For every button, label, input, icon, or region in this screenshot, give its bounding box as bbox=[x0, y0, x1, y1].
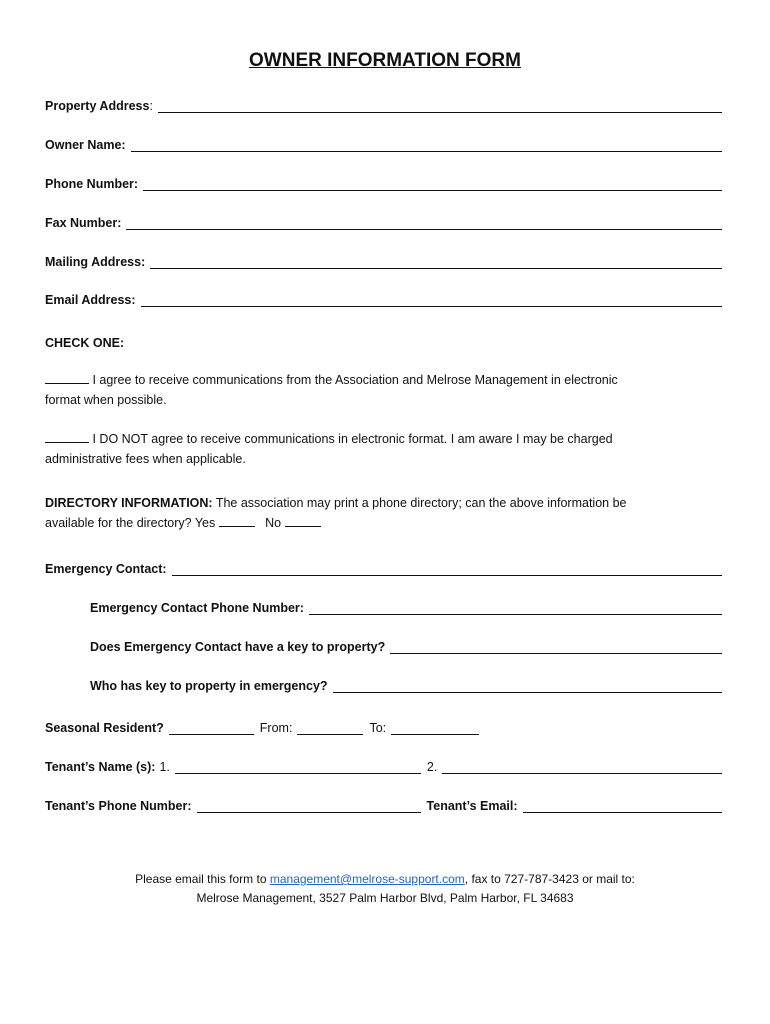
electronic-consent-text-2: format when possible. bbox=[45, 393, 167, 407]
fax-number-label: Fax Number: bbox=[45, 216, 122, 230]
emergency-phone-row bbox=[90, 597, 722, 615]
no-electronic-consent-text-2: administrative fees when applicable. bbox=[45, 452, 246, 466]
seasonal-to-field[interactable] bbox=[391, 722, 479, 735]
owner-name-row bbox=[45, 134, 722, 152]
emergency-key-row bbox=[90, 636, 722, 654]
footer-instructions bbox=[0, 870, 770, 908]
phone-number-label: Phone Number: bbox=[45, 177, 139, 191]
check-one-row bbox=[45, 332, 722, 350]
check-one-heading: CHECK ONE: bbox=[45, 336, 125, 350]
tenant-one-field[interactable] bbox=[175, 761, 421, 774]
phone-number-row bbox=[45, 173, 722, 191]
emergency-contact-label: Emergency Contact: bbox=[45, 562, 167, 576]
seasonal-to-label: To: bbox=[369, 721, 387, 735]
mailing-address-field[interactable] bbox=[150, 256, 722, 269]
emergency-key-field[interactable] bbox=[390, 641, 722, 654]
directory-yes-field[interactable] bbox=[219, 514, 255, 527]
email-address-row bbox=[45, 289, 722, 307]
key-holder-field[interactable] bbox=[333, 680, 722, 693]
directory-no-label: No bbox=[265, 516, 282, 530]
seasonal-field[interactable] bbox=[169, 722, 254, 735]
owner-name-field[interactable] bbox=[131, 139, 722, 152]
tenant-one-label: 1. bbox=[159, 760, 170, 774]
seasonal-row bbox=[45, 717, 722, 735]
no-electronic-consent-option bbox=[45, 429, 725, 469]
fax-number-row bbox=[45, 212, 722, 230]
directory-text-1: The association may print a phone directory; can the above information be bbox=[215, 496, 627, 510]
directory-text-2: available for the directory? Yes bbox=[45, 516, 216, 530]
footer-pre-text: Please email this form to bbox=[135, 872, 267, 886]
property-address-label: Property Address bbox=[45, 99, 150, 113]
emergency-key-label: Does Emergency Contact have a key to property? bbox=[90, 640, 386, 654]
emergency-contact-row bbox=[45, 558, 722, 576]
email-address-field[interactable] bbox=[141, 294, 722, 307]
tenant-names-label: Tenant’s Name (s): bbox=[45, 760, 156, 774]
seasonal-from-label: From: bbox=[259, 721, 293, 735]
directory-label: DIRECTORY INFORMATION: bbox=[45, 496, 213, 510]
electronic-consent-option bbox=[45, 370, 725, 410]
no-electronic-consent-text-1: I DO NOT agree to receive communications in electronic format. I am aware I may be charged bbox=[92, 432, 613, 446]
management-email-link[interactable]: management@melrose-support.com bbox=[269, 872, 465, 886]
fax-number-field[interactable] bbox=[126, 217, 722, 230]
key-holder-row bbox=[90, 675, 722, 693]
mailing-address-label: Mailing Address: bbox=[45, 255, 146, 269]
tenant-two-field[interactable] bbox=[442, 761, 722, 774]
emergency-phone-field[interactable] bbox=[309, 602, 722, 615]
tenant-phone-field[interactable] bbox=[197, 800, 421, 813]
seasonal-from-field[interactable] bbox=[297, 722, 363, 735]
form-title: OWNER INFORMATION FORM bbox=[249, 50, 521, 71]
tenant-email-label: Tenant’s Email: bbox=[426, 799, 518, 813]
tenant-two-label: 2. bbox=[426, 760, 438, 774]
owner-name-label: Owner Name: bbox=[45, 138, 126, 152]
property-address-row: Property Address : bbox=[45, 95, 722, 113]
footer-post-text: , fax to 727-787-3423 or mail to: bbox=[464, 872, 635, 886]
electronic-consent-checkbox[interactable] bbox=[45, 371, 89, 384]
property-address-field[interactable] bbox=[158, 100, 722, 113]
seasonal-label: Seasonal Resident? bbox=[45, 721, 164, 735]
tenant-contact-row bbox=[45, 795, 722, 813]
tenant-names-row bbox=[45, 756, 722, 774]
emergency-contact-field[interactable] bbox=[172, 563, 722, 576]
electronic-consent-text-1: I agree to receive communications from the Association and Melrose Management in electronic bbox=[92, 373, 618, 387]
no-electronic-consent-checkbox[interactable] bbox=[45, 430, 89, 443]
email-address-label: Email Address: bbox=[45, 293, 136, 307]
phone-number-field[interactable] bbox=[143, 178, 722, 191]
tenant-email-field[interactable] bbox=[523, 800, 722, 813]
directory-no-field[interactable] bbox=[285, 514, 321, 527]
directory-information bbox=[45, 493, 725, 533]
footer-address: Melrose Management, 3527 Palm Harbor Blvd, Palm Harbor, FL 34683 bbox=[196, 891, 574, 905]
tenant-phone-label: Tenant’s Phone Number: bbox=[45, 799, 192, 813]
emergency-phone-label: Emergency Contact Phone Number: bbox=[90, 601, 304, 615]
key-holder-label: Who has key to property in emergency? bbox=[90, 679, 328, 693]
mailing-address-row bbox=[45, 251, 722, 269]
